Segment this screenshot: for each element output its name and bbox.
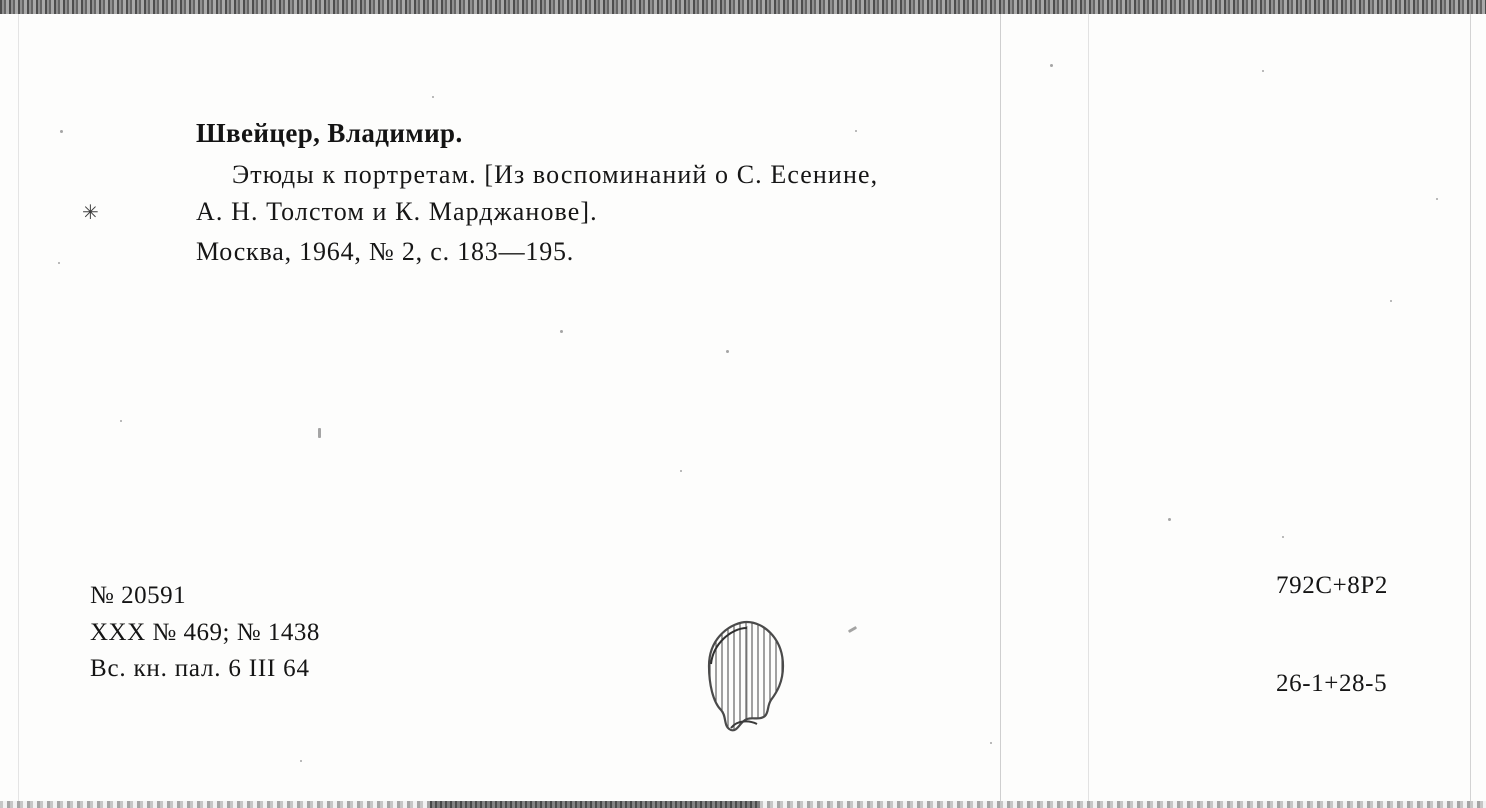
scan-bottom-dark-band [430,801,760,808]
register-numbers: XXX № 469; № 1438 [90,618,320,646]
library-seal-stamp [697,620,793,742]
author-heading: Швейцер, Владимир. [196,118,463,148]
scan-top-edge-band [0,0,1486,14]
accession-number: № 20591 [90,582,187,609]
title-statement [196,157,1386,231]
fold-line-left [18,14,19,801]
classification-block [1276,572,1388,698]
bibliographic-record [196,118,1386,267]
classification-index: 792С+8Р2 [1276,572,1388,599]
title-line-2: А. Н. Толстом и К. Марджанове]. [196,196,598,226]
title-line-1: Этюды к портретам. [Из воспоминаний о С. Есенине, [232,160,879,189]
fold-line-right [1470,14,1471,801]
pencil-asterisk-mark: ✳ [82,202,99,224]
accession-numbers-block [90,578,320,688]
book-chamber-line: Вс. кн. пал. 6 III 64 [90,655,310,682]
imprint-line: Москва, 1964, № 2, с. 183—195. [196,236,575,266]
secondary-code: 26-1+28-5 [1276,670,1388,697]
